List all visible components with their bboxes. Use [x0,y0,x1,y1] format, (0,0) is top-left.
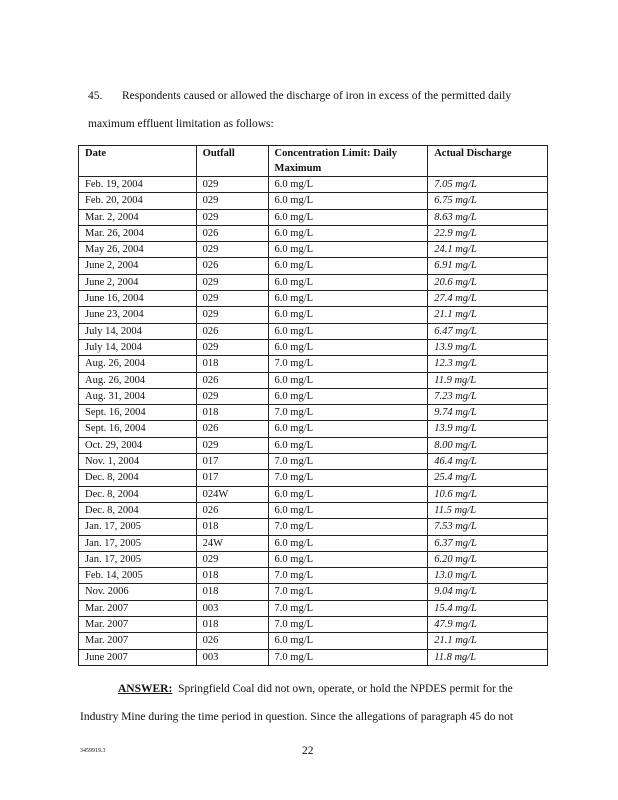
table-row [79,388,548,404]
cell-date: Mar. 2007 [79,617,197,633]
cell-limit: 6.0 mg/L [268,307,428,323]
cell-outfall: 026 [196,502,268,518]
header-actual-discharge: Actual Discharge [428,146,548,177]
cell-date: July 14, 2004 [79,339,197,355]
cell-limit: 7.0 mg/L [268,454,428,470]
cell-date: Feb. 19, 2004 [79,177,197,193]
cell-limit: 6.0 mg/L [268,323,428,339]
table-row [79,617,548,633]
header-concentration-limit: Concentration Limit: Daily Maximum [268,146,428,177]
cell-limit: 6.0 mg/L [268,551,428,567]
cell-actual: 11.8 mg/L [428,649,548,665]
cell-actual: 21.1 mg/L [428,307,548,323]
cell-date: July 14, 2004 [79,323,197,339]
table-row [79,519,548,535]
cell-limit: 6.0 mg/L [268,633,428,649]
answer-line-2: Industry Mine during the time period in question. Since the allegations of paragraph 45 do not [80,711,514,723]
page-number: 22 [302,745,314,757]
cell-outfall: 026 [196,258,268,274]
cell-outfall: 017 [196,470,268,486]
paragraph-45-line-1 [88,90,511,102]
cell-actual: 6.37 mg/L [428,535,548,551]
cell-outfall: 018 [196,405,268,421]
cell-limit: 7.0 mg/L [268,356,428,372]
cell-outfall: 029 [196,242,268,258]
cell-outfall: 029 [196,209,268,225]
cell-limit: 6.0 mg/L [268,437,428,453]
table-row [79,421,548,437]
document-id: 3459919.3 [80,748,106,754]
iron-discharge-table [78,145,548,666]
cell-date: Mar. 2007 [79,600,197,616]
cell-outfall: 026 [196,421,268,437]
cell-actual: 13.0 mg/L [428,568,548,584]
cell-date: Aug. 31, 2004 [79,388,197,404]
cell-date: June 2, 2004 [79,274,197,290]
cell-actual: 22.9 mg/L [428,225,548,241]
cell-actual: 7.23 mg/L [428,388,548,404]
cell-limit: 7.0 mg/L [268,584,428,600]
cell-limit: 6.0 mg/L [268,388,428,404]
cell-outfall: 018 [196,356,268,372]
cell-actual: 6.91 mg/L [428,258,548,274]
table-row [79,535,548,551]
cell-limit: 6.0 mg/L [268,209,428,225]
cell-date: Aug. 26, 2004 [79,356,197,372]
cell-limit: 6.0 mg/L [268,274,428,290]
cell-date: Mar. 26, 2004 [79,225,197,241]
table-row [79,437,548,453]
cell-outfall: 029 [196,388,268,404]
cell-limit: 6.0 mg/L [268,502,428,518]
cell-date: June 16, 2004 [79,291,197,307]
cell-actual: 6.47 mg/L [428,323,548,339]
cell-date: Nov. 2006 [79,584,197,600]
table-row [79,242,548,258]
cell-actual: 10.6 mg/L [428,486,548,502]
cell-limit: 6.0 mg/L [268,193,428,209]
table-row [79,502,548,518]
cell-outfall: 029 [196,274,268,290]
table-row [79,356,548,372]
cell-limit: 7.0 mg/L [268,405,428,421]
cell-actual: 25.4 mg/L [428,470,548,486]
cell-outfall: 029 [196,177,268,193]
cell-date: Sept. 16, 2004 [79,421,197,437]
cell-limit: 7.0 mg/L [268,617,428,633]
answer-line-1 [118,683,513,695]
cell-date: June 23, 2004 [79,307,197,323]
cell-outfall: 029 [196,291,268,307]
table-row [79,323,548,339]
table-header-row [79,146,548,177]
cell-limit: 6.0 mg/L [268,242,428,258]
cell-actual: 21.1 mg/L [428,633,548,649]
cell-actual: 47.9 mg/L [428,617,548,633]
cell-outfall: 026 [196,633,268,649]
cell-actual: 27.4 mg/L [428,291,548,307]
cell-outfall: 029 [196,339,268,355]
cell-date: Feb. 14, 2005 [79,568,197,584]
answer-label: ANSWER: [118,683,173,695]
cell-outfall: 018 [196,568,268,584]
cell-actual: 9.74 mg/L [428,405,548,421]
cell-date: Jan. 17, 2005 [79,535,197,551]
table-row [79,274,548,290]
cell-outfall: 029 [196,193,268,209]
cell-actual: 7.53 mg/L [428,519,548,535]
cell-outfall: 026 [196,323,268,339]
table-row [79,177,548,193]
cell-limit: 6.0 mg/L [268,258,428,274]
cell-outfall: 026 [196,225,268,241]
cell-date: June 2007 [79,649,197,665]
table-row [79,454,548,470]
cell-actual: 13.9 mg/L [428,421,548,437]
cell-date: Feb. 20, 2004 [79,193,197,209]
cell-outfall: 24W [196,535,268,551]
cell-limit: 6.0 mg/L [268,486,428,502]
cell-date: Mar. 2, 2004 [79,209,197,225]
cell-limit: 6.0 mg/L [268,339,428,355]
answer-text: Springfield Coal did not own, operate, or hold the NPDES permit for the [178,683,513,695]
cell-limit: 7.0 mg/L [268,470,428,486]
table-row [79,486,548,502]
cell-actual: 46.4 mg/L [428,454,548,470]
table-row [79,193,548,209]
cell-date: Nov. 1, 2004 [79,454,197,470]
cell-actual: 6.75 mg/L [428,193,548,209]
cell-outfall: 029 [196,307,268,323]
cell-limit: 7.0 mg/L [268,600,428,616]
cell-limit: 7.0 mg/L [268,649,428,665]
cell-actual: 11.9 mg/L [428,372,548,388]
cell-actual: 8.00 mg/L [428,437,548,453]
cell-limit: 6.0 mg/L [268,372,428,388]
cell-limit: 6.0 mg/L [268,291,428,307]
table-row [79,600,548,616]
cell-date: Dec. 8, 2004 [79,470,197,486]
table-row [79,258,548,274]
cell-outfall: 018 [196,584,268,600]
cell-actual: 8.63 mg/L [428,209,548,225]
table-row [79,372,548,388]
cell-actual: 9.04 mg/L [428,584,548,600]
cell-outfall: 026 [196,372,268,388]
table-row [79,584,548,600]
table-row [79,568,548,584]
cell-date: Dec. 8, 2004 [79,502,197,518]
cell-actual: 7.05 mg/L [428,177,548,193]
cell-outfall: 003 [196,649,268,665]
cell-date: Mar. 2007 [79,633,197,649]
cell-limit: 6.0 mg/L [268,177,428,193]
cell-outfall: 018 [196,519,268,535]
cell-limit: 7.0 mg/L [268,568,428,584]
cell-date: Sept. 16, 2004 [79,405,197,421]
cell-date: Jan. 17, 2005 [79,551,197,567]
cell-actual: 20.6 mg/L [428,274,548,290]
cell-date: June 2, 2004 [79,258,197,274]
cell-actual: 11.5 mg/L [428,502,548,518]
cell-outfall: 003 [196,600,268,616]
cell-limit: 6.0 mg/L [268,225,428,241]
table-row [79,225,548,241]
header-outfall: Outfall [196,146,268,177]
cell-actual: 6.20 mg/L [428,551,548,567]
table-row [79,339,548,355]
table-row [79,291,548,307]
cell-outfall: 024W [196,486,268,502]
cell-actual: 24.1 mg/L [428,242,548,258]
paragraph-45-line-2: maximum effluent limitation as follows: [88,118,274,130]
table-row [79,551,548,567]
cell-limit: 6.0 mg/L [268,535,428,551]
cell-date: Oct. 29, 2004 [79,437,197,453]
cell-actual: 12.3 mg/L [428,356,548,372]
cell-date: Aug. 26, 2004 [79,372,197,388]
cell-limit: 6.0 mg/L [268,421,428,437]
cell-outfall: 017 [196,454,268,470]
table-row [79,209,548,225]
paragraph-number: 45. [88,90,103,102]
cell-limit: 7.0 mg/L [268,519,428,535]
cell-actual: 15.4 mg/L [428,600,548,616]
cell-date: Dec. 8, 2004 [79,486,197,502]
cell-outfall: 018 [196,617,268,633]
cell-outfall: 029 [196,437,268,453]
cell-date: May 26, 2004 [79,242,197,258]
table-row [79,633,548,649]
cell-date: Jan. 17, 2005 [79,519,197,535]
header-date: Date [79,146,197,177]
table-row [79,649,548,665]
cell-outfall: 029 [196,551,268,567]
cell-actual: 13.9 mg/L [428,339,548,355]
table-row [79,470,548,486]
table-row [79,307,548,323]
paragraph-text: Respondents caused or allowed the discharge of iron in excess of the permitted daily [122,90,512,102]
table-row [79,405,548,421]
